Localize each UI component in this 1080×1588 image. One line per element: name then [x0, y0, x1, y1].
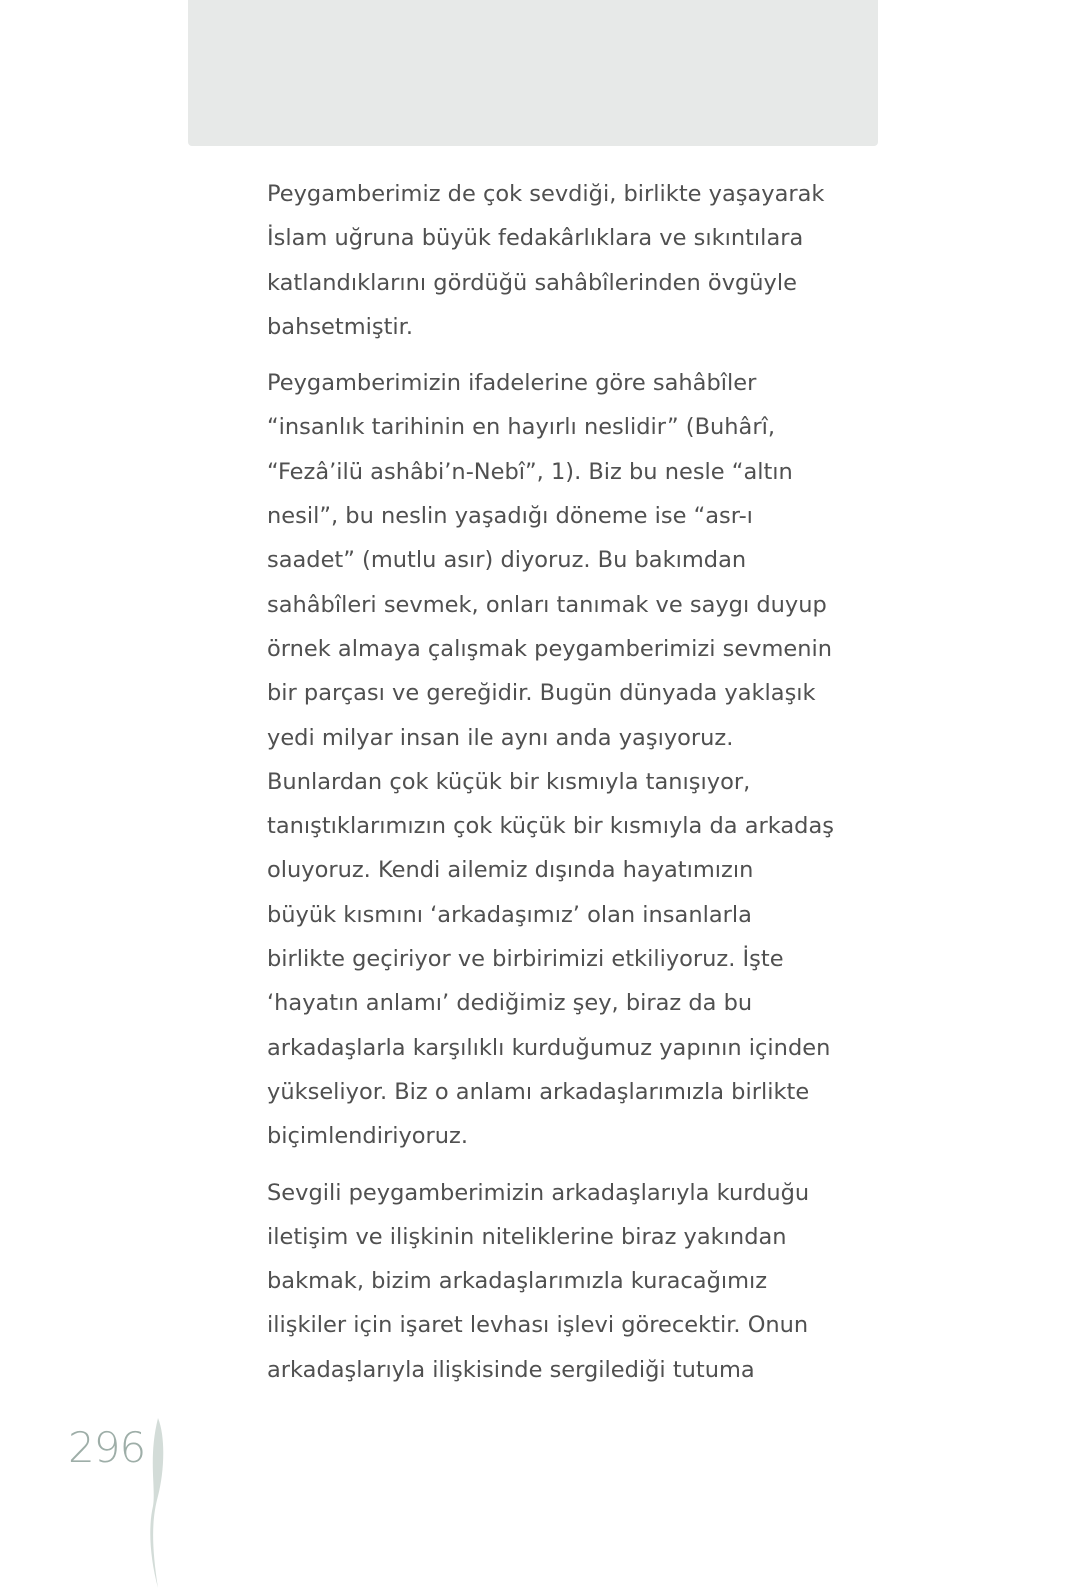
text-line: ‘hayatın anlamı’ dediğimiz şey, biraz da bu: [267, 990, 753, 1017]
text-line: saadet” (mutlu asır) diyoruz. Bu bakımdan: [267, 547, 747, 574]
text-line: biçimlendiriyoruz.: [267, 1123, 469, 1150]
text-line: birlikte geçiriyor ve birbirimizi etkiliyoruz. İşte: [267, 946, 784, 973]
text-line: oluyoruz. Kendi ailemiz dışında hayatımızın: [267, 857, 754, 884]
text-line: arkadaşlarla karşılıklı kurduğumuz yapının içinden: [267, 1034, 831, 1061]
paragraph-1: [267, 172, 827, 349]
text-line: İslam uğruna büyük fedakârlıklara ve sıkıntılara: [267, 225, 804, 252]
text-line: Sevgili peygamberimizin arkadaşlarıyla kurduğu: [267, 1179, 810, 1206]
paragraph-2: [267, 361, 834, 1158]
text-line: yükseliyor. Biz o anlamı arkadaşlarımızla birlikte: [267, 1078, 810, 1105]
text-line: arkadaşlarıyla ilişkisinde sergilediği tutuma: [267, 1356, 755, 1383]
text-line: büyük kısmını ‘arkadaşımız’ olan insanlarla: [267, 901, 752, 928]
text-line: bir parçası ve gereğidir. Bugün dünyada yaklaşık: [267, 680, 816, 707]
header-band: [188, 0, 878, 146]
paragraph-3: [267, 1171, 827, 1392]
text-line: Peygamberimiz de çok sevdiği, birlikte yaşayarak: [267, 181, 825, 207]
text-line: katlandıklarını gördüğü sahâbîlerinden övgüyle: [267, 269, 797, 296]
text-line: “Fezâ’ilü ashâbi’n-Nebî”, 1). Biz bu nesle “altın: [267, 458, 793, 485]
page-number: 296: [68, 1423, 146, 1472]
text-line: iletişim ve ilişkinin niteliklerine biraz yakından: [267, 1223, 787, 1250]
text-line: nesil”, bu neslin yaşadığı döneme ise “asr-ı: [267, 503, 753, 530]
page-ornament-icon: [146, 1418, 170, 1588]
text-line: sahâbîleri sevmek, onları tanımak ve saygı duyup: [267, 591, 827, 618]
body-text: [267, 172, 834, 1404]
text-line: tanıştıklarımızın çok küçük bir kısmıyla da arkadaş: [267, 813, 834, 840]
text-line: “insanlık tarihinin en hayırlı neslidir” (Buhârî,: [267, 414, 775, 441]
text-line: Bunlardan çok küçük bir kısmıyla tanışıyor,: [267, 768, 751, 795]
text-line: ilişkiler için işaret levhası işlevi görecektir. Onun: [267, 1312, 809, 1339]
text-line: bahsetmiştir.: [267, 313, 414, 340]
text-line: bakmak, bizim arkadaşlarımızla kuracağımız: [267, 1268, 768, 1295]
text-line: örnek almaya çalışmak peygamberimizi sevmenin: [267, 635, 833, 662]
text-line: Peygamberimizin ifadelerine göre sahâbîler: [267, 370, 757, 397]
text-line: yedi milyar insan ile aynı anda yaşıyoruz.: [267, 724, 734, 751]
